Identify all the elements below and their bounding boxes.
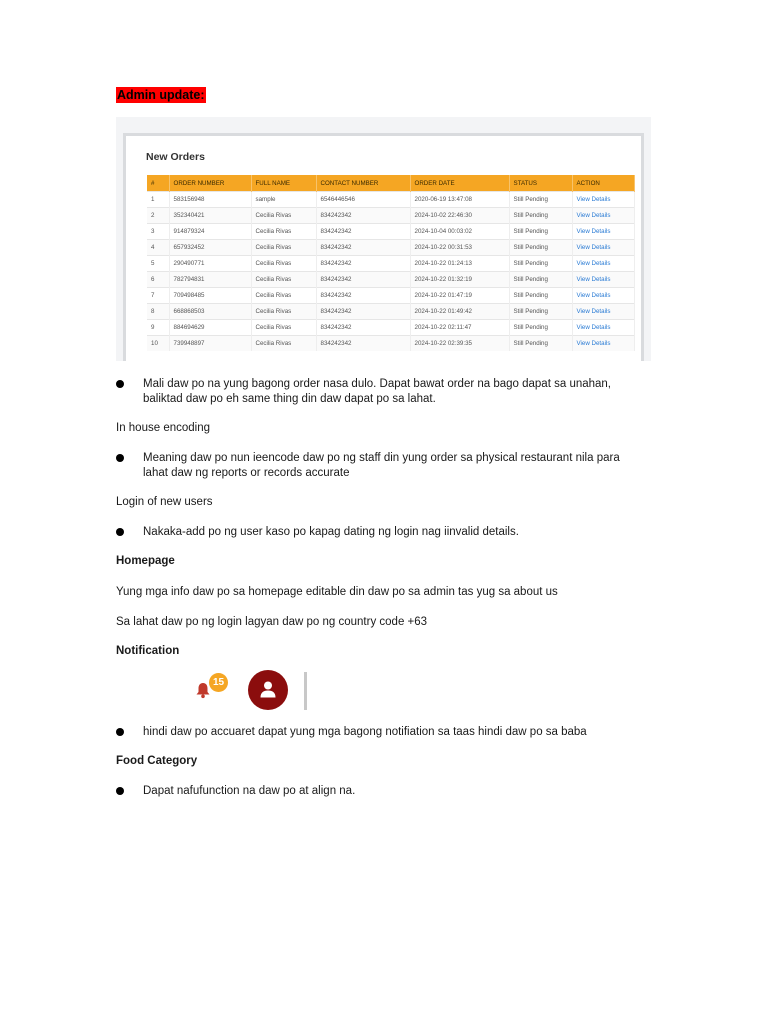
table-cell: 709498485 (169, 288, 251, 304)
view-details-link[interactable]: View Details (572, 304, 634, 320)
table-cell: 2024-10-04 00:03:02 (410, 224, 509, 240)
bullet-text: hindi daw po accuaret dapat yung mga bagong notifiation sa taas hindi daw po sa baba (143, 726, 587, 738)
view-details-link[interactable]: View Details (572, 192, 634, 208)
table-cell: 657932452 (169, 240, 251, 256)
bullet-order-position (116, 377, 646, 407)
orders-table-header (147, 175, 634, 192)
bullet-dot (116, 728, 124, 736)
table-cell: 4 (147, 240, 169, 256)
table-cell: 6546446546 (316, 192, 410, 208)
bullet-dot (116, 528, 124, 536)
bullet-text: Dapat nafufunction na daw po at align na. (143, 785, 356, 797)
table-cell: 2024-10-22 01:47:19 (410, 288, 509, 304)
table-cell: Still Pending (509, 240, 572, 256)
table-cell: 834242342 (316, 208, 410, 224)
table-cell: Cecilia Rivas (251, 272, 316, 288)
table-cell: 2024-10-22 01:49:42 (410, 304, 509, 320)
bullet-text: Nakaka-add po ng user kaso po kapag dating ng login nag iinvalid details. (143, 526, 519, 538)
column-header: ORDER NUMBER (169, 175, 251, 192)
column-header: ACTION (572, 175, 634, 192)
view-details-link[interactable]: View Details (572, 320, 634, 336)
orders-table (147, 175, 635, 351)
table-cell: 739948897 (169, 336, 251, 352)
bullet-text: Mali daw po na yung bagong order nasa dulo. Dapat bawat order na bago dapat sa unahan, baliktad daw po eh same thing din daw dapat po sa lahat. (143, 378, 612, 405)
table-cell: 914879324 (169, 224, 251, 240)
table-cell: 834242342 (316, 288, 410, 304)
bullet-dot (116, 454, 124, 462)
table-cell: 782794831 (169, 272, 251, 288)
table-cell: 2024-10-22 02:39:35 (410, 336, 509, 352)
table-cell: 290490771 (169, 256, 251, 272)
table-cell: Cecilia Rivas (251, 336, 316, 352)
table-cell: Cecilia Rivas (251, 256, 316, 272)
view-details-link[interactable]: View Details (572, 336, 634, 352)
table-row (147, 256, 634, 272)
view-details-link[interactable]: View Details (572, 208, 634, 224)
user-avatar[interactable] (248, 670, 288, 710)
table-cell: 834242342 (316, 336, 410, 352)
table-cell: 10 (147, 336, 169, 352)
table-cell: Cecilia Rivas (251, 240, 316, 256)
table-cell: 834242342 (316, 240, 410, 256)
table-cell: 6 (147, 272, 169, 288)
table-cell: Still Pending (509, 192, 572, 208)
orders-title: New Orders (146, 151, 205, 163)
table-row (147, 240, 634, 256)
orders-table-screenshot (116, 117, 651, 361)
table-cell: Cecilia Rivas (251, 224, 316, 240)
section-food-category: Food Category (116, 755, 198, 767)
table-row (147, 208, 634, 224)
bullet-text: Meaning daw po nun ieencode daw po ng staff din yung order sa physical restaurant nila para lahat daw ng reports or records accurate (143, 452, 620, 479)
table-row (147, 224, 634, 240)
view-details-link[interactable]: View Details (572, 240, 634, 256)
bullet-dot (116, 380, 124, 388)
table-cell: 8 (147, 304, 169, 320)
table-cell: Still Pending (509, 224, 572, 240)
view-details-link[interactable]: View Details (572, 256, 634, 272)
column-header: STATUS (509, 175, 572, 192)
bullet-food (116, 784, 646, 799)
user-icon (260, 681, 276, 698)
table-row (147, 336, 634, 352)
table-cell: 834242342 (316, 304, 410, 320)
table-cell: 834242342 (316, 320, 410, 336)
bullet-in-house (116, 451, 646, 481)
table-cell: 834242342 (316, 224, 410, 240)
table-cell: Still Pending (509, 288, 572, 304)
table-cell: 2 (147, 208, 169, 224)
table-cell: Cecilia Rivas (251, 288, 316, 304)
table-row (147, 272, 634, 288)
table-row (147, 304, 634, 320)
bullet-notification (116, 725, 646, 740)
section-login-new-users: Login of new users (116, 496, 213, 508)
admin-update-heading: Admin update: (117, 88, 205, 102)
para-homepage-editable: Yung mga info daw po sa homepage editable din daw po sa admin tas yug sa about us (116, 586, 558, 598)
toolbar-divider (304, 672, 307, 710)
table-cell: 9 (147, 320, 169, 336)
table-cell: Still Pending (509, 256, 572, 272)
table-row (147, 320, 634, 336)
table-cell: Still Pending (509, 208, 572, 224)
table-cell: 2024-10-22 01:24:13 (410, 256, 509, 272)
section-notification: Notification (116, 645, 180, 657)
table-cell: 3 (147, 224, 169, 240)
table-cell: sample (251, 192, 316, 208)
column-header: CONTACT NUMBER (316, 175, 410, 192)
table-cell: 1 (147, 192, 169, 208)
table-cell: Still Pending (509, 320, 572, 336)
notification-icons-screenshot (190, 668, 312, 712)
table-cell: 7 (147, 288, 169, 304)
table-cell: Cecilia Rivas (251, 320, 316, 336)
table-cell: 2020-06-19 13:47:08 (410, 192, 509, 208)
table-cell: Still Pending (509, 304, 572, 320)
table-cell: 2024-10-22 00:31:53 (410, 240, 509, 256)
column-header: FULL NAME (251, 175, 316, 192)
table-cell: 583156948 (169, 192, 251, 208)
table-row (147, 288, 634, 304)
view-details-link[interactable]: View Details (572, 288, 634, 304)
table-cell: 2024-10-22 02:11:47 (410, 320, 509, 336)
para-country-code: Sa lahat daw po ng login lagyan daw po ng country code +63 (116, 616, 428, 628)
table-cell: 834242342 (316, 256, 410, 272)
column-header: # (147, 175, 169, 192)
view-details-link[interactable]: View Details (572, 224, 634, 240)
section-homepage: Homepage (116, 555, 175, 567)
table-cell: 668868503 (169, 304, 251, 320)
section-in-house-encoding: In house encoding (116, 422, 210, 434)
orders-card (123, 133, 644, 361)
table-row (147, 192, 634, 208)
bullet-login (116, 525, 646, 540)
notification-count-badge: 15 (209, 673, 228, 692)
table-cell: 5 (147, 256, 169, 272)
table-cell: 834242342 (316, 272, 410, 288)
table-cell: 352340421 (169, 208, 251, 224)
table-cell: 2024-10-22 01:32:19 (410, 272, 509, 288)
table-cell: Cecilia Rivas (251, 208, 316, 224)
column-header: ORDER DATE (410, 175, 509, 192)
table-cell: Still Pending (509, 336, 572, 352)
table-cell: 884694629 (169, 320, 251, 336)
view-details-link[interactable]: View Details (572, 272, 634, 288)
bullet-dot (116, 787, 124, 795)
table-cell: 2024-10-02 22:46:30 (410, 208, 509, 224)
table-cell: Still Pending (509, 272, 572, 288)
table-cell: Cecilia Rivas (251, 304, 316, 320)
